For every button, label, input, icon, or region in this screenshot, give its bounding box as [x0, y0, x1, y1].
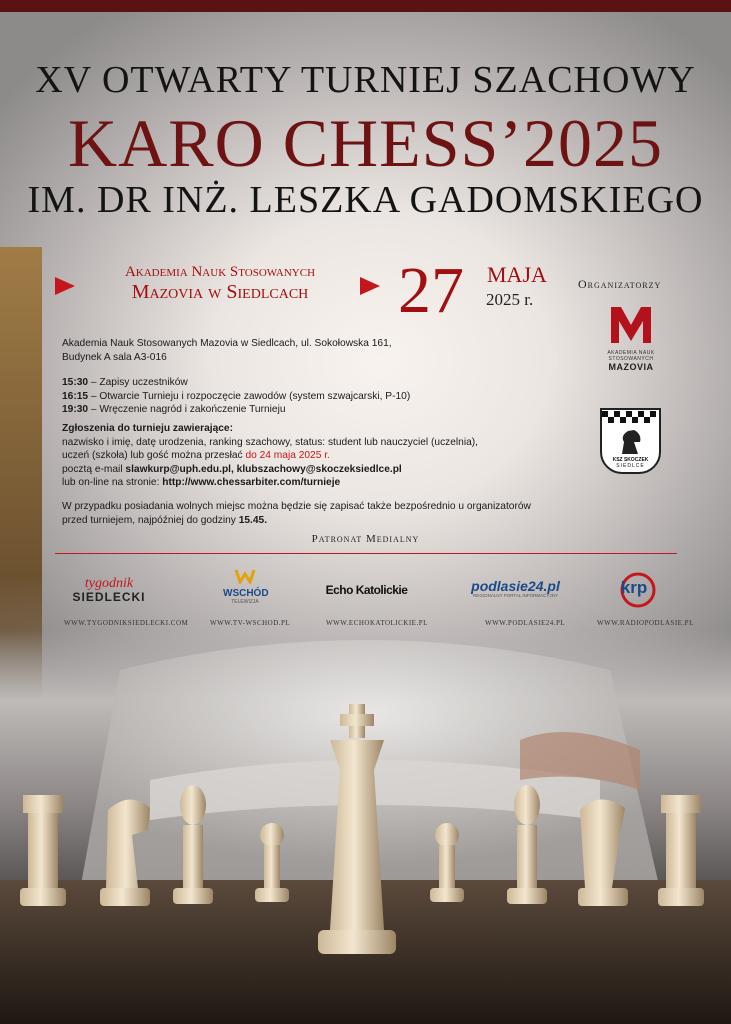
schedule-row: [62, 376, 410, 390]
ans-mazovia-emblem-icon: [609, 305, 653, 345]
radio-podlasie-logo[interactable]: [606, 572, 658, 608]
club-city: SIEDLCE: [616, 463, 645, 469]
checkerboard-icon: [602, 411, 659, 423]
address-line2: Budynek A sala A3-016: [62, 351, 167, 363]
podlasie24-logo[interactable]: [468, 579, 563, 599]
divider: [55, 553, 677, 554]
address-block: [62, 337, 392, 364]
tygodnik-logo-top: tygodnik: [84, 576, 134, 591]
tournament-subtitle: XV OTWARTY TURNIEJ SZACHOWY: [35, 59, 696, 101]
ans-line1: AKADEMIA NAUK: [607, 350, 655, 356]
url-echo-katolickie[interactable]: WWW.ECHOKATOLICKIE.PL: [326, 619, 428, 627]
registration-line3-text: pocztą e-mail: [62, 463, 126, 475]
url-podlasie24[interactable]: WWW.PODLASIE24.PL: [485, 619, 566, 627]
krp-logo-text: krp: [620, 578, 648, 597]
schedule-row: [62, 403, 410, 417]
media-patronage-label: Patronat Medialny: [311, 533, 420, 545]
venue: [85, 264, 355, 304]
registration-emails[interactable]: slawkurp@uph.edu.pl, klubszachowy@skoczeksiedlce.pl: [125, 463, 402, 475]
arrow-left-icon: [55, 277, 75, 295]
registration-heading: Zgłoszenia do turnieju zawierające:: [62, 423, 233, 434]
url-radio-podlasie[interactable]: WWW.RADIOPODLASIE.PL: [597, 619, 694, 627]
wschod-logo-top: WSCHÓD: [223, 588, 269, 599]
wschod-logo-bottom: TELEWIZJA: [231, 599, 259, 605]
schedule-text: – Otwarcie Turnieju i rozpoczęcie zawodów (system szwajcarski, P-10): [88, 390, 411, 402]
echo-katolickie-logo[interactable]: [319, 583, 414, 597]
registration-deadline: do 24 maja 2025 r.: [245, 450, 330, 461]
ksz-skoczek-logo: [600, 408, 661, 474]
schedule-text: – Zapisy uczestników: [88, 377, 188, 388]
ans-line3: MAZOVIA: [608, 362, 654, 372]
chess-scene-illustration: [0, 630, 731, 1024]
url-tv-wschod[interactable]: WWW.TV-WSCHOD.PL: [210, 619, 291, 627]
schedule-time: 16:15: [62, 390, 89, 402]
registration-block: [62, 422, 478, 490]
schedule-row: [62, 390, 410, 404]
podlasie-logo-text: podlasie24.pl: [471, 578, 560, 594]
tygodnik-siedlecki-logo[interactable]: [64, 577, 154, 603]
event-day: 27: [398, 254, 464, 327]
tournament-title: KARO CHESS’2025: [68, 105, 663, 181]
venue-line1: Akademia Nauk Stosowanych: [124, 264, 316, 280]
tygodnik-logo-bottom: SIEDLECKI: [72, 590, 146, 604]
registration-line2: [62, 449, 478, 463]
top-bar: [0, 0, 731, 12]
ans-line2: STOSOWANYCH: [608, 356, 654, 362]
schedule-text: – Wręczenie nagród i zakończenie Turnieju: [88, 404, 286, 415]
url-tygodnik[interactable]: WWW.TYGODNIKSIEDLECKI.COM: [64, 619, 189, 627]
arrow-right-icon: [360, 277, 380, 295]
registration-line3: [62, 463, 478, 477]
event-month: MAJA: [487, 262, 547, 287]
address-line1: Akademia Nauk Stosowanych Mazovia w Siedlcach, ul. Sokołowska 161,: [62, 338, 392, 349]
registration-line4: [62, 476, 478, 490]
podlasie-logo-tagline: REGIONALNY PORTAL INFORMACYJNY: [473, 593, 558, 598]
registration-line1: nazwisko i imię, datę urodzenia, ranking szachowy, status: student lub nauczyciel (uczelnia),: [62, 436, 479, 448]
club-name: KSZ SKOCZEK: [612, 457, 649, 463]
note-time: 15.45.: [238, 514, 268, 526]
knight-icon: [616, 428, 646, 456]
venue-line2: Mazovia w Siedlcach: [131, 281, 309, 303]
registration-line2-text: uczeń (szkoła) lub gość można przesłać: [62, 450, 246, 461]
echo-logo-text: Echo Katolickie: [325, 583, 408, 597]
registration-link[interactable]: http://www.chessarbiter.com/turnieje: [162, 477, 341, 488]
note-block: [62, 500, 531, 527]
registration-line4-text: lub on-line na stronie:: [62, 477, 163, 488]
note-line2-text: przed turniejem, najpóźniej do godziny: [62, 514, 239, 526]
schedule-time: 19:30: [62, 404, 89, 415]
ans-mazovia-logo: [604, 305, 658, 372]
note-line2: [62, 514, 531, 528]
schedule: [62, 376, 410, 417]
wschod-emblem-icon: [234, 568, 256, 584]
tv-wschod-logo[interactable]: [223, 568, 267, 606]
organizers-label: Organizatorzy: [578, 277, 662, 291]
schedule-time: 15:30: [62, 377, 89, 388]
tournament-patron: IM. DR INŻ. LESZKA GADOMSKIEGO: [27, 179, 704, 221]
event-year: 2025 r.: [486, 290, 534, 309]
note-line1: W przypadku posiadania wolnych miejsc można będzie się zapisać także bezpośrednio u organizatorów: [62, 501, 531, 512]
